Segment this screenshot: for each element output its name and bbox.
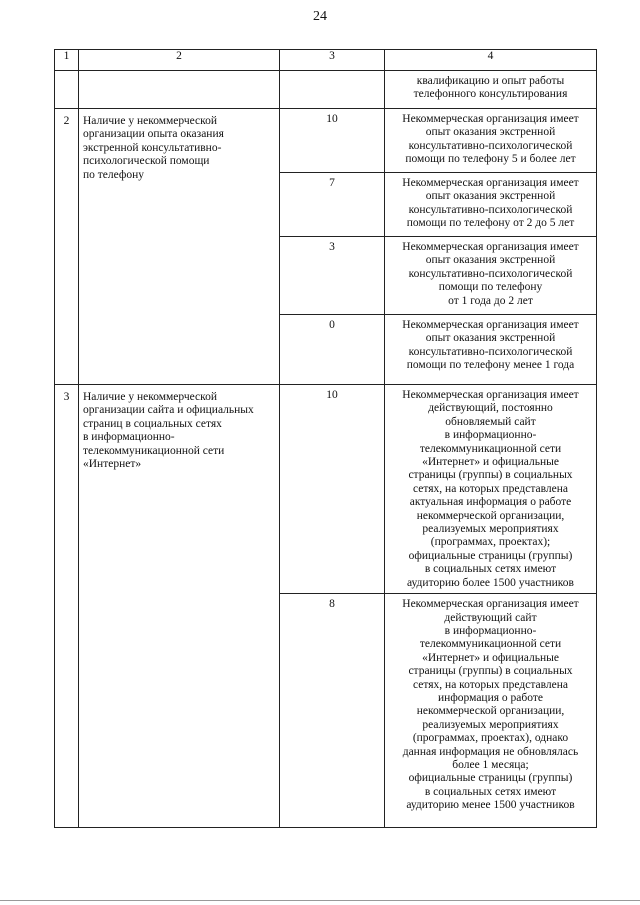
criterion-name (79, 109, 280, 385)
description-line: консультативно-психологической (408, 267, 573, 280)
criterion-number: 3 (55, 385, 79, 828)
score-description (385, 385, 597, 594)
description-line: страницы (группы) в социальных (408, 665, 573, 678)
description-line: (программах, проектах), однако (412, 732, 569, 745)
criterion-name-line: по телефону (83, 168, 144, 181)
criterion-name (79, 385, 280, 828)
score-description (385, 315, 597, 385)
description-line: сетях, на которых представлена (413, 482, 568, 495)
description-line: квалификацию и опыт работы (416, 75, 565, 87)
criterion-name-line: психологической помощи (83, 155, 210, 168)
description-line: телекоммуникационной сети (419, 442, 562, 455)
description-line: «Интернет» и официальные (422, 456, 559, 469)
description-line: «Интернет» и официальные (422, 651, 559, 664)
description-line: данная информация не обновлялась (402, 745, 579, 758)
score-description (385, 109, 597, 173)
description-line: официальные страницы (группы) (408, 549, 573, 562)
column-number-3: 3 (280, 50, 385, 71)
description-line: в социальных сетях имеют (424, 785, 557, 798)
criterion-number: 2 (55, 109, 79, 385)
continuation-description (385, 71, 597, 109)
description-line: консультативно-психологической (408, 345, 573, 358)
description-line: помощи по телефону менее 1 года (406, 359, 575, 372)
score-value: 7 (280, 173, 385, 237)
description-line: действующий, постоянно (428, 402, 553, 415)
description-line: помощи по телефону от 2 до 5 лет (406, 217, 575, 230)
column-number-2: 2 (79, 50, 280, 71)
table-row (55, 109, 597, 173)
description-line: опыт оказания экстренной (425, 254, 556, 267)
description-line: от 1 года до 2 лет (448, 294, 533, 307)
description-line: аудиторию более 1500 участников (407, 576, 574, 589)
criterion-name-line: «Интернет» (83, 458, 142, 471)
description-line: действующий сайт (444, 611, 537, 624)
description-line: некоммерческой организации, (416, 705, 565, 718)
description-line: реализуемых мероприятиях (422, 718, 559, 731)
description-line: опыт оказания экстренной (425, 126, 556, 139)
description-line: более 1 месяца; (452, 758, 529, 771)
page-bottom-rule (0, 900, 640, 901)
description-line: реализуемых мероприятиях (422, 523, 559, 536)
description-line: официальные страницы (группы) (408, 772, 573, 785)
description-line: некоммерческой организации, (416, 509, 565, 522)
description-line: в информационно- (444, 429, 537, 442)
score-value: 8 (280, 594, 385, 828)
criterion-name-line: в информационно- (83, 431, 175, 444)
description-line: Некоммерческая организация имеет (402, 389, 579, 401)
criterion-name-line: телекоммуникационной сети (83, 444, 225, 457)
column-number-1: 1 (55, 50, 79, 71)
description-line: консультативно-психологической (408, 139, 573, 152)
score-value: 10 (280, 385, 385, 594)
description-line: помощи по телефону (438, 281, 543, 294)
criterion-name-line: организации сайта и официальных (83, 404, 254, 417)
description-line: опыт оказания экстренной (425, 190, 556, 203)
criterion-name-line: Наличие у некоммерческой (83, 115, 218, 127)
description-line: (программах, проектах); (430, 536, 551, 549)
description-line: Некоммерческая организация имеет (402, 177, 579, 189)
column-number-4: 4 (385, 50, 597, 71)
description-line: консультативно-психологической (408, 203, 573, 216)
description-line: обновляемый сайт (445, 415, 536, 428)
description-line: в социальных сетях имеют (424, 563, 557, 576)
column-number-row (55, 50, 597, 71)
description-line: Некоммерческая организация имеет (402, 241, 579, 253)
continuation-row (55, 71, 597, 109)
description-line: телекоммуникационной сети (419, 638, 562, 651)
description-line: информация о работе (438, 691, 543, 704)
score-value: 0 (280, 315, 385, 385)
description-line: помощи по телефону 5 и более лет (405, 153, 576, 166)
criterion-name-line: экстренной консультативно- (83, 141, 222, 154)
score-value: 3 (280, 237, 385, 315)
score-description (385, 237, 597, 315)
score-description (385, 594, 597, 828)
description-line: страницы (группы) в социальных (408, 469, 573, 482)
description-line: Некоммерческая организация имеет (402, 598, 579, 611)
description-line: Некоммерческая организация имеет (402, 319, 579, 331)
description-line: сетях, на которых представлена (413, 678, 568, 691)
score-description (385, 173, 597, 237)
description-line: актуальная информация о работе (409, 496, 572, 509)
criterion-name-line: страниц в социальных сетях (83, 417, 222, 430)
description-line: аудиторию менее 1500 участников (406, 799, 575, 812)
description-line: опыт оказания экстренной (425, 332, 556, 345)
table-row (55, 385, 597, 594)
criterion-name-line: организации опыта оказания (83, 128, 224, 141)
description-line: телефонного консультирования (413, 88, 568, 101)
score-value: 10 (280, 109, 385, 173)
description-line: в информационно- (444, 624, 537, 637)
criteria-table (54, 49, 597, 828)
criterion-name-line: Наличие у некоммерческой (83, 391, 218, 403)
page-number: 24 (313, 9, 327, 24)
description-line: Некоммерческая организация имеет (402, 113, 579, 125)
